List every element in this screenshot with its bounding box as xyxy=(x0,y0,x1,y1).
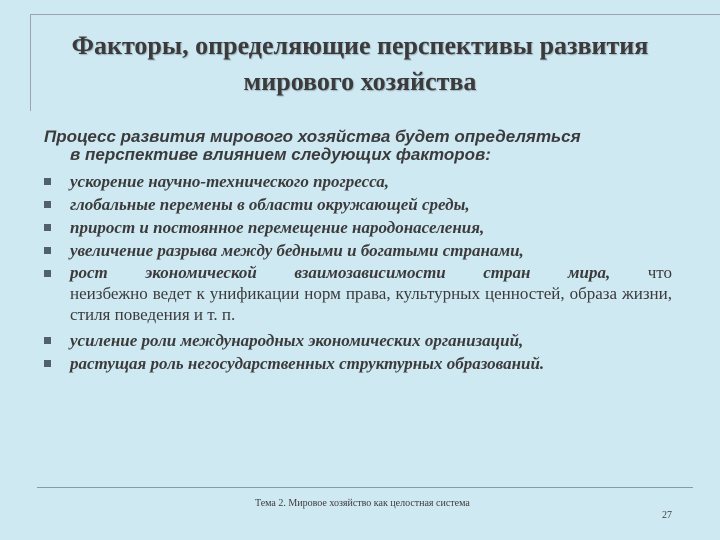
factor-text: растущая роль негосударственных структурных образований. xyxy=(70,354,545,373)
intro-line-1: Процесс развития мирового хозяйства будет определяться xyxy=(44,127,581,146)
square-bullet-icon xyxy=(44,201,51,208)
footer-divider xyxy=(37,487,693,488)
list-item xyxy=(44,262,672,325)
factor-text: рост экономической взаимозависимости стран мира, xyxy=(70,263,611,282)
factors-list xyxy=(44,170,672,375)
factor-text: усиление роли международных экономических организаций, xyxy=(70,331,524,350)
factor-text: ускорение научно-технического прогресса, xyxy=(70,172,390,191)
list-item xyxy=(44,216,672,239)
intro-text xyxy=(44,128,684,164)
factor-lead-line xyxy=(70,262,672,283)
factor-text: прирост и постоянное перемещение народонаселения, xyxy=(70,218,485,237)
square-bullet-icon xyxy=(44,337,51,344)
square-bullet-icon xyxy=(44,247,51,254)
list-item xyxy=(44,329,672,352)
list-item xyxy=(44,352,672,375)
square-bullet-icon xyxy=(44,360,51,367)
factor-continuation-lead: что xyxy=(647,263,672,282)
factor-continuation: неизбежно ведет к унификации норм права, культурных ценностей, образа жизни, стиля поведения и т. п. xyxy=(70,284,672,324)
list-item xyxy=(44,239,672,262)
square-bullet-icon xyxy=(44,270,51,277)
factor-text: увеличение разрыва между бедными и богатыми странами, xyxy=(70,241,524,260)
square-bullet-icon xyxy=(44,224,51,231)
factor-text: глобальные перемены в области окружающей среды, xyxy=(70,195,470,214)
list-item xyxy=(44,170,672,193)
page-number: 27 xyxy=(662,510,672,521)
intro-line-2: в перспективе влиянием следующих факторов: xyxy=(70,145,491,164)
list-item xyxy=(44,193,672,216)
slide-title: Факторы, определяющие перспективы развития мирового хозяйства xyxy=(71,31,649,96)
footer-topic: Тема 2. Мировое хозяйство как целостная система xyxy=(255,498,470,509)
square-bullet-icon xyxy=(44,178,51,185)
